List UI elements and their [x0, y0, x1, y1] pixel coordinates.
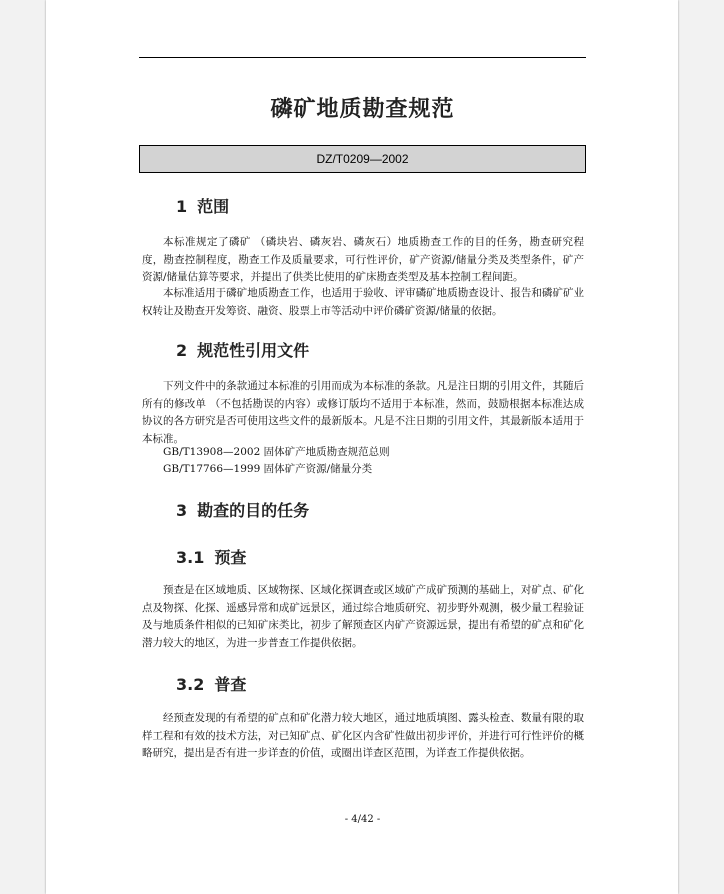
page-number: - 4/42 - [344, 814, 381, 825]
document-page [46, 0, 678, 894]
section-number: 1 [176, 197, 188, 216]
section-number: 3.2 [176, 675, 205, 694]
section-1-heading [176, 194, 229, 217]
section-3-1-paragraph: 预查是在区域地质、区域物探、区域化探调查或区域矿产成矿预测的基础上，对矿点、矿化点及物探、化探、遥感异常和成矿远景区，通过综合地质研究、初步野外观测，极少量工程验证及与地质条件相似的已知矿床类比，初步了解预查区内矿产资源远景，提出有希望的矿点和矿化潜力较大的地区，为进一步普查工作提供依据。 [142, 584, 584, 649]
header-rule [139, 57, 586, 58]
section-number: 3 [176, 501, 188, 520]
reference-item: GB/T17766—1999 固体矿产资源/储量分类 [163, 463, 373, 475]
section-1-paragraph-2: 本标准适用于磷矿地质勘查工作，也适用于验收、评审磷矿地质勘查设计、报告和磷矿矿业权转让及勘查开发筹资、融资、股票上市等活动中评价磷矿资源/储量的依据。 [142, 287, 584, 317]
section-2-paragraph-1: 下列文件中的条款通过本标准的引用而成为本标准的条款。凡是注日期的引用文件，其随后所有的修改单 （不包括勘误的内容）或修订版均不适用于本标准，然而，鼓励根据本标准达成协议的各方研究是否可使用这些文件的最新版本。凡是不注日期的引用文件，其最新版本适用于本标准。 [142, 380, 584, 445]
section-number: 3.1 [176, 548, 205, 567]
section-title: 范围 [197, 197, 230, 216]
standard-code: DZ/T0209—2002 [316, 152, 409, 166]
section-title: 勘查的目的任务 [197, 501, 310, 520]
section-number: 2 [176, 341, 188, 360]
reference-item: GB/T13908—2002 固体矿产地质勘查规范总则 [163, 446, 390, 458]
section-title: 预查 [214, 548, 247, 567]
section-1-paragraph-1: 本标准规定了磷矿 （磷块岩、磷灰岩、磷灰石）地质勘查工作的目的任务，勘查研究程度，勘查控制程度，勘查工作及质量要求，可行性评价，矿产资源/储量分类及类型条件，矿产资源/储量估算等要求，并提出了供类比使用的矿床勘查类型及基本控制工程间距。 [142, 236, 584, 283]
section-3-heading [176, 498, 309, 521]
section-2-heading [176, 338, 309, 361]
document-title: 磷矿地质勘查规范 [270, 97, 455, 122]
section-3-2-paragraph: 经预查发现的有希望的矿点和矿化潜力较大地区，通过地质填图、露头检查、数量有限的取样工程和有效的技术方法，对已知矿点、矿化区内含矿性做出初步评价，并进行可行性评价的概略研究，提出是否有进一步详查的价值，或圈出详查区范围，为详查工作提供依据。 [142, 712, 584, 759]
standard-code-box [139, 145, 586, 173]
section-3-1-heading [176, 545, 246, 568]
section-title: 普查 [214, 675, 247, 694]
section-3-2-heading [176, 672, 246, 695]
section-title: 规范性引用文件 [197, 341, 310, 360]
